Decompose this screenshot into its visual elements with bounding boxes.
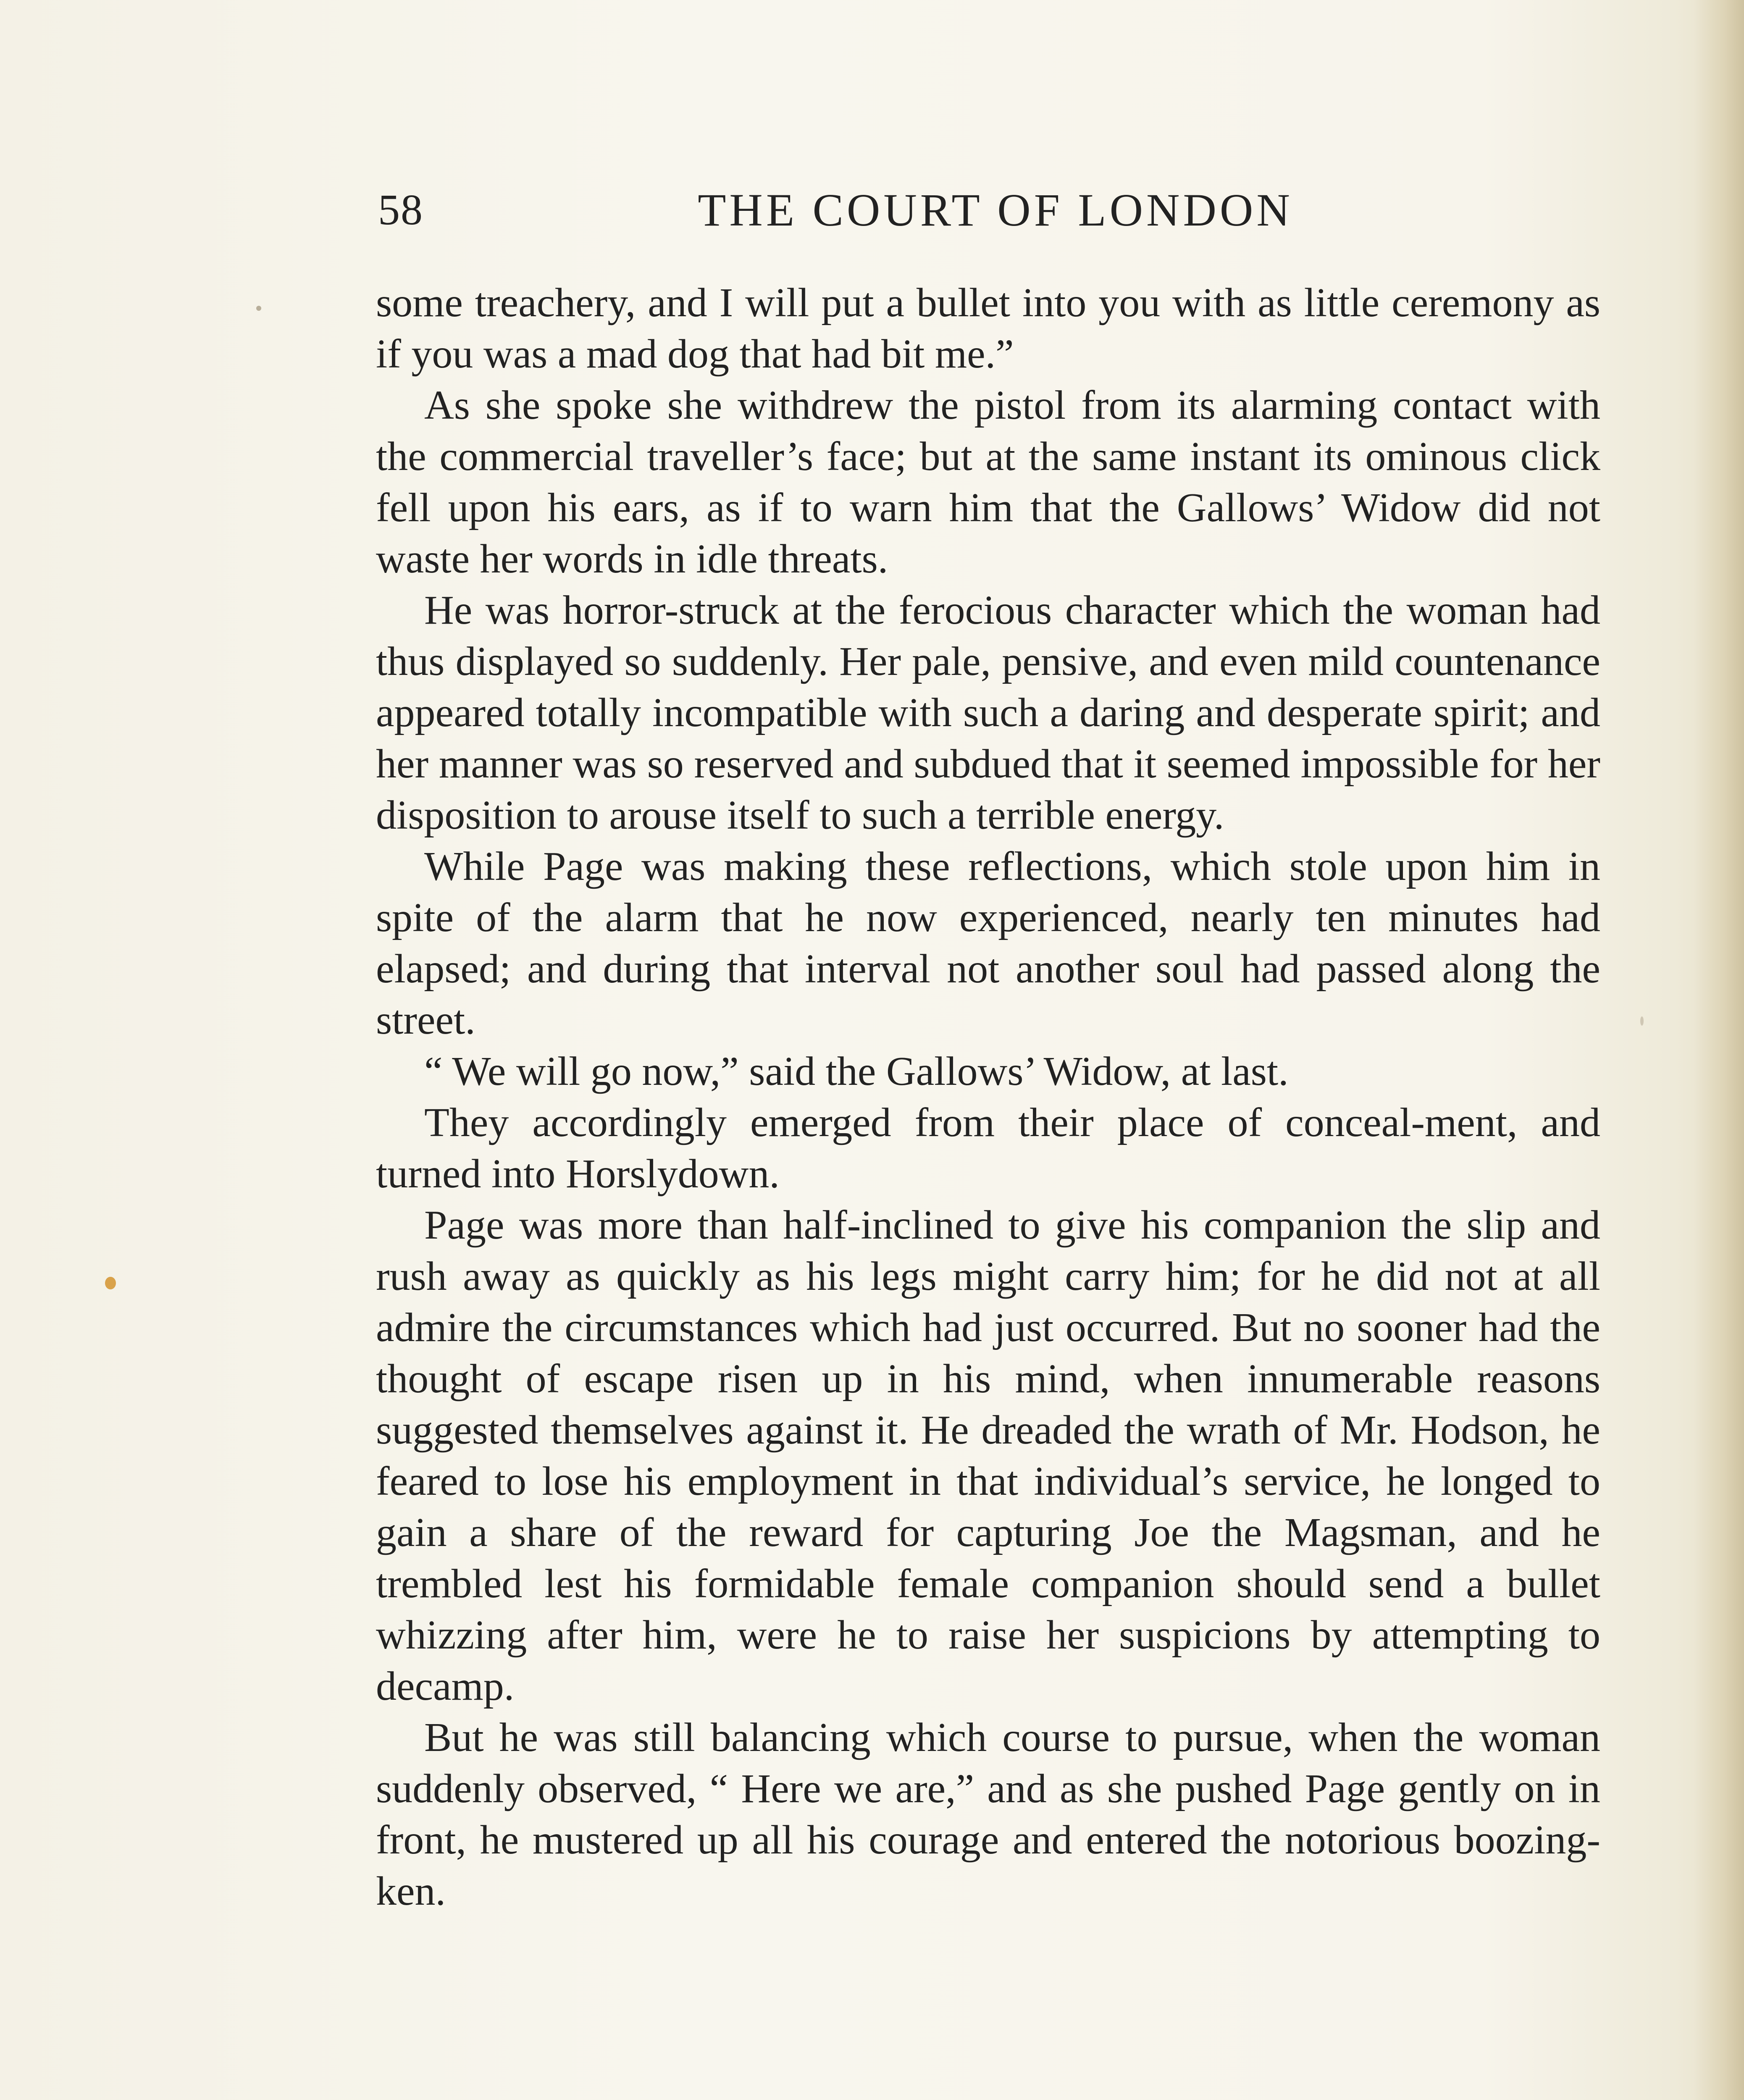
running-head: THE COURT OF LONDON (698, 184, 1293, 236)
page-header (378, 176, 1613, 244)
page-edge-shadow (1694, 0, 1744, 2100)
body-text (376, 277, 1600, 1917)
paragraph: As she spoke she withdrew the pistol from its alarming contact with the commercial traveller’s face; but at the same instant its ominous click fell upon his ears, as if to warn him that the Gallows’ Widow did not waste her words in idle threats. (376, 383, 1600, 582)
paragraph: some treachery, and I will put a bullet into you with as little ceremony as if you was a mad dog that had bit me.” (376, 280, 1600, 377)
paragraph: But he was still balancing which course to pursue, when the woman suddenly observed, “ Here we are,” and as she pushed Page gently on in front, he mustered up all his courage and entered the notorious boozing-ken. (376, 1715, 1600, 1914)
paragraph: “ We will go now,” said the Gallows’ Widow, at last. (424, 1049, 1289, 1094)
ink-speck (105, 1277, 116, 1289)
page-number: 58 (378, 186, 423, 234)
ink-speck (1640, 1016, 1644, 1026)
paragraph: They accordingly emerged from their place of conceal-ment, and turned into Horslydown. (376, 1100, 1600, 1197)
paragraph: Page was more than half-inclined to give his companion the slip and rush away as quickly as his legs might carry him; for he did not at all admire the circumstances which had just occurred. But no sooner had the thought of escape risen up in his mind, when innumerable reasons suggested themselves against it. He dreaded the wrath of Mr. Hodson, he feared to lose his employment in that individual’s service, he longed to gain a share of the reward for capturing Joe the Magsman, and he trembled lest his formidable female companion should send a bullet whizzing after him, were he to raise her suspicions by attempting to decamp. (376, 1202, 1600, 1709)
paragraph: He was horror-struck at the ferocious character which the woman had thus displayed so suddenly. Her pale, pensive, and even mild countenance appeared totally incompatible with such a daring and desperate spirit; and her manner was so reserved and subdued that it seemed impossible for her disposition to arouse itself to such a terrible energy. (376, 588, 1600, 838)
paragraph: While Page was making these reflections, which stole upon him in spite of the alarm that he now experienced, nearly ten minutes had elapsed; and during that interval not another soul had passed along the street. (376, 844, 1600, 1043)
ink-speck (256, 306, 261, 311)
